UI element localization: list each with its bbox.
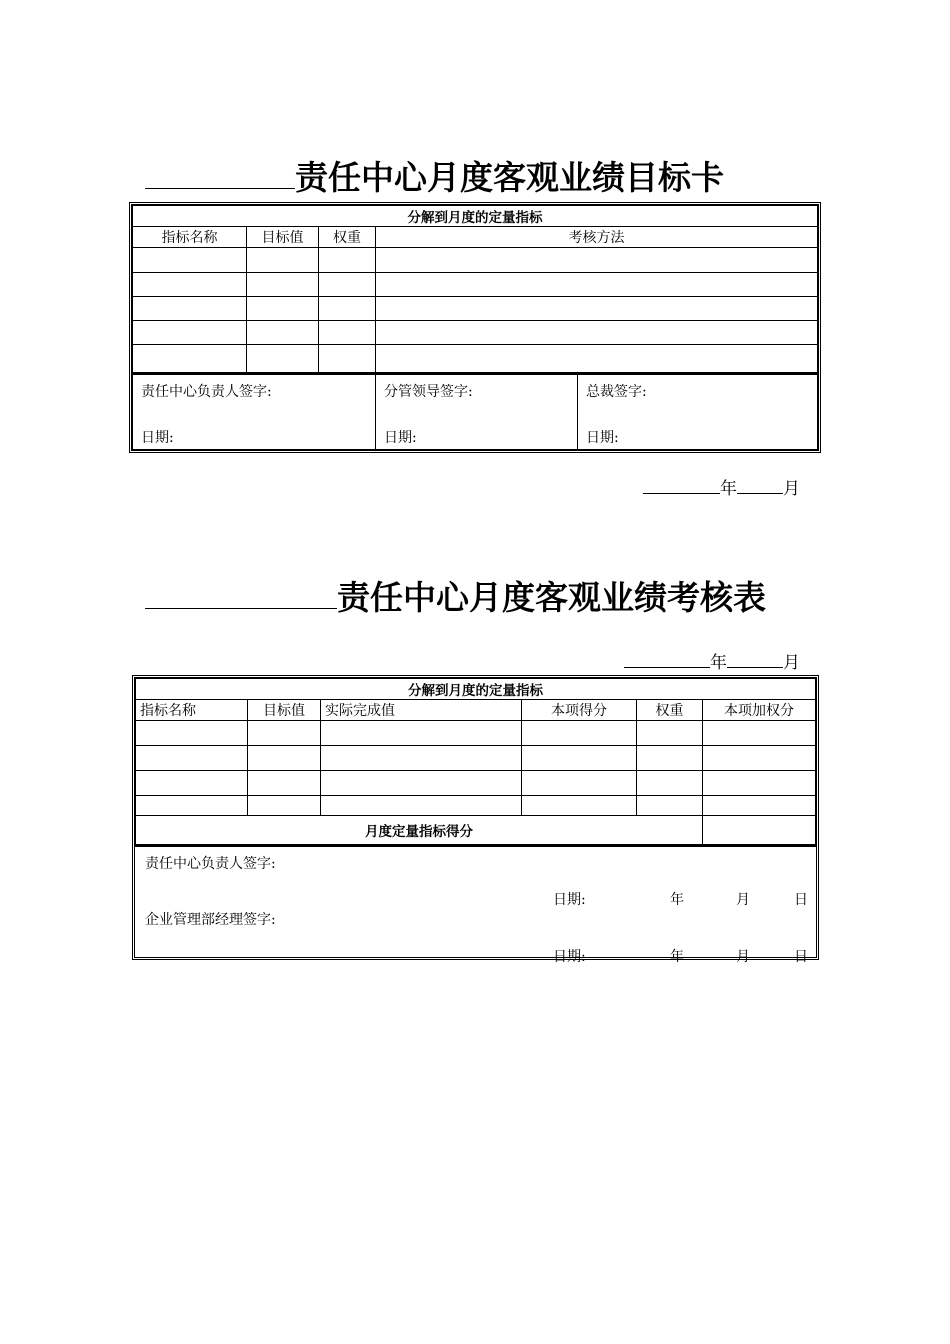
sign-mgr-label: 企业管理部经理签字: <box>145 912 276 928</box>
sign-head-date-day: 日 <box>794 892 808 908</box>
table-cell[interactable] <box>522 721 637 746</box>
table-row <box>136 796 816 816</box>
table-cell[interactable] <box>133 248 247 273</box>
table-cell[interactable] <box>247 321 319 345</box>
sign-head-date-year: 年 <box>670 892 684 908</box>
card-title-text: 责任中心月度客观业绩目标卡 <box>295 158 724 197</box>
table-cell[interactable] <box>319 321 376 345</box>
sign-mgr-date-day: 日 <box>794 949 808 965</box>
card-col-method: 考核方法 <box>376 227 818 248</box>
table-cell[interactable] <box>136 721 248 746</box>
table-cell[interactable] <box>321 796 522 816</box>
sheet-col-weighted: 本项加权分 <box>703 700 816 721</box>
monthly-score-value[interactable] <box>703 816 816 845</box>
card-col-target: 目标值 <box>247 227 319 248</box>
table-cell[interactable] <box>133 321 247 345</box>
table-cell[interactable] <box>319 297 376 321</box>
sign-mgr-date-year: 年 <box>670 949 684 965</box>
table-cell[interactable] <box>248 746 321 771</box>
table-cell[interactable] <box>376 248 818 273</box>
card-col-weight: 权重 <box>319 227 376 248</box>
year-blank[interactable] <box>643 477 720 494</box>
table-cell[interactable] <box>321 746 522 771</box>
target-card-table <box>132 205 818 373</box>
table-cell[interactable] <box>703 746 816 771</box>
sign-head-date-label: 日期: <box>553 892 586 908</box>
card-col-indicator: 指标名称 <box>133 227 247 248</box>
sheet-title <box>145 578 766 618</box>
table-cell[interactable] <box>703 771 816 796</box>
sig-cell-leader[interactable] <box>376 374 578 449</box>
table-cell[interactable] <box>247 273 319 297</box>
table-row <box>136 746 816 771</box>
table-cell[interactable] <box>133 297 247 321</box>
table-cell[interactable] <box>703 721 816 746</box>
month-label: 月 <box>783 479 800 499</box>
sig-leader-date: 日期: <box>384 429 417 446</box>
table-cell[interactable] <box>637 721 703 746</box>
sign-head-date-month: 月 <box>736 892 750 908</box>
month-blank[interactable] <box>737 477 783 494</box>
table-cell[interactable] <box>247 345 319 373</box>
table-cell[interactable] <box>522 771 637 796</box>
year-label: 年 <box>720 479 737 499</box>
year-label: 年 <box>710 653 727 673</box>
table-cell[interactable] <box>248 796 321 816</box>
table-cell[interactable] <box>376 297 818 321</box>
sheet-col-target: 目标值 <box>248 700 321 721</box>
sheet-section-header: 分解到月度的定量指标 <box>136 679 816 700</box>
table-cell[interactable] <box>703 796 816 816</box>
table-cell[interactable] <box>136 746 248 771</box>
card-section-header: 分解到月度的定量指标 <box>133 206 818 227</box>
sig-president-label: 总裁签字: <box>586 384 647 400</box>
sign-head-label: 责任中心负责人签字: <box>145 856 276 872</box>
sig-leader-label: 分管领导签字: <box>384 384 473 400</box>
table-row <box>133 248 818 273</box>
card-signature-table <box>132 373 818 450</box>
table-cell[interactable] <box>133 345 247 373</box>
month-blank[interactable] <box>727 651 783 668</box>
table-row <box>133 345 818 373</box>
sign-mgr-date-label: 日期: <box>553 949 586 965</box>
table-cell[interactable] <box>321 771 522 796</box>
table-cell[interactable] <box>247 297 319 321</box>
table-cell[interactable] <box>248 771 321 796</box>
sheet-year-month <box>624 651 800 674</box>
card-title <box>145 158 724 198</box>
assessment-table <box>135 678 816 845</box>
table-cell[interactable] <box>522 796 637 816</box>
table-row <box>136 721 816 746</box>
sheet-col-indicator: 指标名称 <box>136 700 248 721</box>
table-cell[interactable] <box>136 771 248 796</box>
table-cell[interactable] <box>247 248 319 273</box>
table-cell[interactable] <box>637 796 703 816</box>
table-row <box>136 771 816 796</box>
table-cell[interactable] <box>637 746 703 771</box>
sheet-title-text: 责任中心月度客观业绩考核表 <box>337 578 766 617</box>
table-cell[interactable] <box>376 321 818 345</box>
sheet-signature-area <box>135 845 816 965</box>
sig-cell-president[interactable] <box>578 374 818 449</box>
title-blank <box>145 158 295 189</box>
table-cell[interactable] <box>248 721 321 746</box>
month-label: 月 <box>783 653 800 673</box>
sheet-col-weight: 权重 <box>637 700 703 721</box>
assessment-sheet-frame <box>132 675 819 965</box>
table-cell[interactable] <box>637 771 703 796</box>
sheet-col-score: 本项得分 <box>522 700 637 721</box>
sig-head-label: 责任中心负责人签字: <box>141 384 272 400</box>
target-card-frame <box>129 202 821 453</box>
table-cell[interactable] <box>136 796 248 816</box>
sign-mgr-date-month: 月 <box>736 949 750 965</box>
table-cell[interactable] <box>376 345 818 373</box>
card-year-month <box>643 477 800 500</box>
sig-cell-head[interactable] <box>133 374 376 449</box>
table-cell[interactable] <box>319 273 376 297</box>
table-cell[interactable] <box>133 273 247 297</box>
table-row <box>133 273 818 297</box>
sheet-col-actual: 实际完成值 <box>321 700 522 721</box>
title-blank <box>145 578 337 609</box>
table-row <box>133 321 818 345</box>
table-cell[interactable] <box>321 721 522 746</box>
sig-head-date: 日期: <box>141 429 174 446</box>
table-cell[interactable] <box>319 248 376 273</box>
year-blank[interactable] <box>624 651 710 668</box>
sig-president-date: 日期: <box>586 429 619 446</box>
table-cell[interactable] <box>522 746 637 771</box>
monthly-score-label: 月度定量指标得分 <box>136 816 703 845</box>
table-cell[interactable] <box>319 345 376 373</box>
table-row <box>133 297 818 321</box>
table-cell[interactable] <box>376 273 818 297</box>
